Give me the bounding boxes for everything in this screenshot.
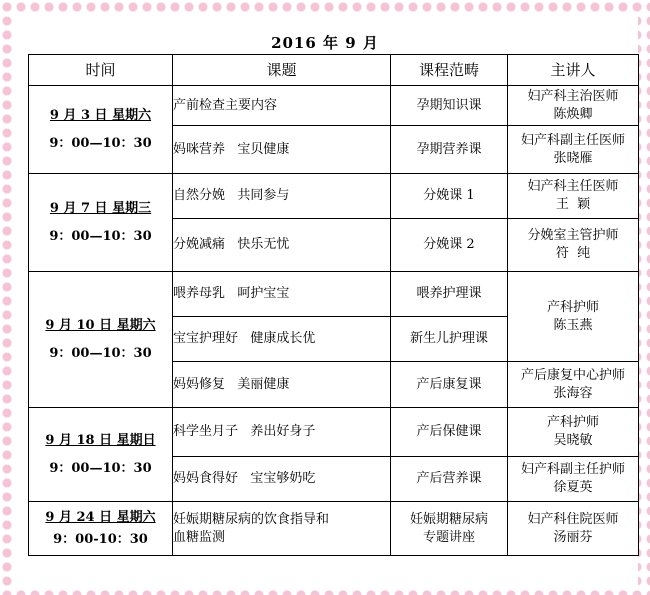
course-category: 产后保健课 — [391, 408, 508, 457]
header-category: 课程范畴 — [391, 55, 508, 86]
speaker-name: 张海容 — [553, 385, 593, 401]
course-speaker — [508, 174, 639, 219]
table-row — [29, 502, 639, 556]
speaker-title: 妇产科住院医师 — [527, 511, 619, 527]
speaker-name: 陈焕卿 — [553, 106, 593, 122]
course-topic: 喂养母乳 呵护宝宝 — [173, 272, 391, 317]
session-date: 9 月 7 日 星期三 — [49, 200, 152, 216]
course-category: 喂养护理课 — [391, 272, 508, 317]
speaker-name: 张晓雁 — [553, 150, 593, 166]
speaker-title: 妇产科副主任护师 — [520, 462, 625, 477]
course-category: 孕期营养课 — [391, 126, 508, 174]
speaker-name: 汤丽芬 — [553, 529, 593, 545]
speaker-name: 徐夏英 — [553, 480, 593, 495]
course-speaker — [508, 219, 639, 272]
course-speaker — [508, 272, 639, 362]
table-row — [29, 86, 639, 126]
session-hours: 9：00—10：30 — [49, 460, 152, 476]
session-hours: 9：00—10：30 — [49, 228, 152, 244]
page-title: 2016 年 9 月 — [271, 34, 379, 52]
session-time-cell — [29, 174, 173, 272]
table-row — [29, 272, 639, 317]
course-topic: 科学坐月子 养出好身子 — [173, 408, 391, 457]
course-category: 妊娠期糖尿病 专题讲座 — [391, 502, 508, 556]
header-time: 时间 — [29, 55, 173, 86]
speaker-title: 分娩室主管护师 — [527, 228, 619, 243]
speaker-title: 妇产科副主任医师 — [520, 132, 625, 148]
header-topic: 课题 — [173, 55, 391, 86]
speaker-name: 陈玉燕 — [553, 317, 593, 333]
course-speaker — [508, 502, 639, 556]
table-row — [29, 174, 639, 219]
speaker-title: 产后康复中心护师 — [520, 367, 625, 383]
session-date: 9 月 10 日 星期六 — [45, 317, 156, 333]
speaker-name: 吴晓敏 — [553, 433, 593, 448]
session-date: 9 月 18 日 星期日 — [45, 432, 156, 448]
course-speaker — [508, 86, 639, 126]
course-topic: 妈妈修复 美丽健康 — [173, 362, 391, 408]
session-date: 9 月 3 日 星期六 — [49, 107, 152, 123]
header-row — [29, 55, 639, 86]
course-speaker — [508, 362, 639, 408]
header-speaker: 主讲人 — [508, 55, 639, 86]
session-time-cell — [29, 86, 173, 174]
table-row — [29, 408, 639, 457]
session-time-cell — [29, 502, 173, 556]
course-category: 新生儿护理课 — [391, 317, 508, 362]
session-hours: 9：00—10：30 — [49, 135, 152, 151]
course-category: 分娩课 1 — [391, 174, 508, 219]
course-category: 孕期知识课 — [391, 86, 508, 126]
session-hours: 9：00—10：30 — [49, 345, 152, 361]
speaker-name: 符 纯 — [555, 246, 591, 261]
course-category: 产后康复课 — [391, 362, 508, 408]
course-topic: 产前检查主要内容 — [173, 86, 391, 126]
course-speaker — [508, 408, 639, 457]
schedule-sheet — [12, 12, 638, 588]
course-topic: 分娩减痛 快乐无忧 — [173, 219, 391, 272]
speaker-title: 妇产科主治医师 — [527, 88, 619, 104]
course-category: 分娩课 2 — [391, 219, 508, 272]
course-topic: 妊娠期糖尿病的饮食指导和 血糖监测 — [173, 502, 391, 556]
course-category: 产后营养课 — [391, 457, 508, 502]
course-topic: 妈咪营养 宝贝健康 — [173, 126, 391, 174]
course-speaker — [508, 457, 639, 502]
course-schedule-table — [28, 54, 639, 556]
session-date: 9 月 24 日 星期六 — [45, 509, 156, 525]
speaker-title: 妇产科主任医师 — [527, 179, 619, 194]
speaker-title: 产科护师 — [546, 299, 599, 315]
course-speaker — [508, 126, 639, 174]
speaker-title: 产科护师 — [546, 415, 599, 430]
speaker-name: 王 颖 — [555, 197, 591, 212]
course-topic: 自然分娩 共同参与 — [173, 174, 391, 219]
session-time-cell — [29, 408, 173, 502]
course-topic: 妈妈食得好 宝宝够奶吃 — [173, 457, 391, 502]
session-time-cell — [29, 272, 173, 408]
session-hours: 9：00-10：30 — [53, 531, 148, 547]
course-topic: 宝宝护理好 健康成长优 — [173, 317, 391, 362]
